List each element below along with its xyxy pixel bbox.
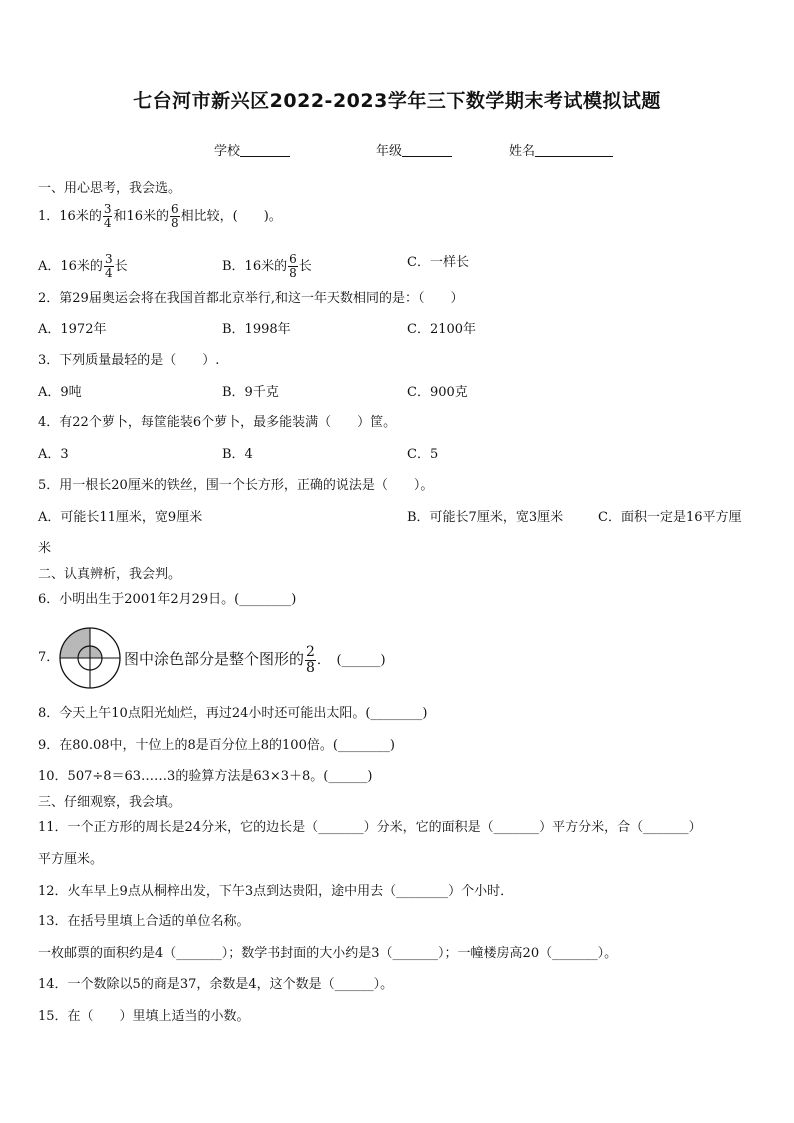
q1-prefix: 1．16米的 bbox=[38, 209, 102, 224]
q1-frac2-den: 8 bbox=[171, 216, 179, 230]
school-blank[interactable] bbox=[240, 142, 290, 157]
question-7 bbox=[124, 645, 386, 676]
q2-option-b[interactable]: B．1998年 bbox=[222, 322, 291, 337]
q7-suffix: ． (______) bbox=[316, 653, 386, 668]
question-3: 3．下列质量最轻的是（ ）. bbox=[38, 353, 220, 368]
name-label: 姓名 bbox=[509, 144, 536, 159]
q3-option-c[interactable]: C．900克 bbox=[407, 385, 468, 400]
q1-frac1-num: 3 bbox=[103, 202, 112, 216]
section-1-heading: 一、用心思考，我会选。 bbox=[38, 181, 182, 196]
question-12: 12．火车早上9点从桐梓出发，下午3点到达贵阳，途中用去（________）个小时． bbox=[38, 884, 514, 899]
q1-optb-suffix: 长 bbox=[298, 259, 312, 274]
q1-option-c[interactable]: C．一样长 bbox=[407, 255, 469, 270]
question-5: 5．用一根长20厘米的铁丝，围一个长方形，正确的说法是（ ）。 bbox=[38, 478, 434, 493]
q4-option-a[interactable]: A．3 bbox=[38, 447, 69, 462]
question-4: 4．有22个萝卜，每筐能装6个萝卜，最多能装满（ ）筐。 bbox=[38, 415, 397, 430]
q1-opta-fraction bbox=[104, 253, 114, 280]
q4-option-c[interactable]: C．5 bbox=[407, 447, 439, 462]
section-2-heading: 二、认真辨析，我会判。 bbox=[38, 567, 182, 582]
q1-fraction-1 bbox=[103, 203, 113, 230]
q1-opta-suffix: 长 bbox=[114, 259, 128, 274]
q5-option-a[interactable]: A．可能长11厘米，宽9厘米 bbox=[38, 510, 203, 525]
q1-option-b[interactable] bbox=[222, 253, 312, 280]
q7-frac-num: 2 bbox=[306, 644, 315, 660]
question-14: 14．一个数除以5的商是37，余数是4，这个数是（______）。 bbox=[38, 977, 394, 992]
school-label: 学校 bbox=[214, 144, 241, 159]
question-13-continued: 一枚邮票的面积约是4（_______）；数学书封面的大小约是3（_______）；一幢楼房高20（_______）。 bbox=[38, 946, 618, 961]
name-field bbox=[509, 140, 613, 159]
q1-optb-prefix: B．16米的 bbox=[222, 259, 288, 274]
q1-option-a[interactable] bbox=[38, 253, 128, 280]
q1-frac1-den: 4 bbox=[103, 216, 112, 230]
question-13: 13．在括号里填上合适的单位名称。 bbox=[38, 914, 250, 929]
q7-fraction bbox=[305, 645, 316, 676]
q1-fraction-2 bbox=[170, 203, 180, 230]
q3-option-b[interactable]: B．9千克 bbox=[222, 385, 279, 400]
name-blank[interactable] bbox=[535, 142, 613, 157]
q1-opta-den: 4 bbox=[104, 266, 113, 280]
q7-text: 图中涂色部分是整个图形的 bbox=[124, 650, 305, 668]
question-11: 11．一个正方形的周长是24分米，它的边长是（_______）分米，它的面积是（_______）平方分米，合（_______） bbox=[38, 820, 702, 835]
q1-opta-prefix: A．16米的 bbox=[38, 259, 103, 274]
q1-optb-fraction bbox=[288, 253, 298, 280]
grade-blank[interactable] bbox=[402, 142, 452, 157]
question-11-continued: 平方厘米。 bbox=[38, 852, 104, 867]
q1-suffix: 相比较，( )。 bbox=[180, 209, 282, 224]
question-7-number: 7． bbox=[38, 650, 60, 665]
page-title: 七台河市新兴区2022-2023学年三下数学期末考试模拟试题 bbox=[133, 90, 661, 112]
grade-label: 年级 bbox=[376, 144, 403, 159]
q3-option-a[interactable]: A．9吨 bbox=[38, 385, 82, 400]
shaded-circle-figure bbox=[59, 627, 121, 689]
question-15: 15．在（ ）里填上适当的小数。 bbox=[38, 1009, 250, 1024]
q1-opta-num: 3 bbox=[104, 252, 113, 266]
q4-option-b[interactable]: B．4 bbox=[222, 447, 253, 462]
q5-option-c-continued: 米 bbox=[38, 541, 52, 556]
question-2: 2．第29届奥运会将在我国首都北京举行,和这一年天数相同的是：（ ） bbox=[38, 291, 464, 306]
school-field bbox=[214, 140, 290, 159]
grade-field bbox=[376, 140, 452, 159]
q1-optb-den: 8 bbox=[289, 266, 297, 280]
q1-mid: 和16米的 bbox=[113, 209, 170, 224]
question-6: 6．小明出生于2001年2月29日。(________) bbox=[38, 592, 297, 607]
q5-option-b[interactable]: B．可能长7厘米，宽3厘米 bbox=[407, 510, 564, 525]
q7-frac-den: 8 bbox=[306, 660, 315, 676]
question-8: 8．今天上午10点阳光灿烂，再过24小时还可能出太阳。(________) bbox=[38, 706, 428, 721]
q5-option-c[interactable]: C．面积一定是16平方厘 bbox=[598, 510, 742, 525]
q2-option-c[interactable]: C．2100年 bbox=[407, 322, 477, 337]
q1-optb-num: 6 bbox=[289, 252, 297, 266]
q2-option-a[interactable]: A．1972年 bbox=[38, 322, 107, 337]
question-9: 9．在80.08中，十位上的8是百分位上8的100倍。(________) bbox=[38, 738, 395, 753]
question-1 bbox=[38, 203, 282, 230]
section-3-heading: 三、仔细观察，我会填。 bbox=[38, 795, 182, 810]
q1-frac2-num: 6 bbox=[171, 202, 179, 216]
question-10: 10．507÷8＝63……3的验算方法是63×3＋8。(______) bbox=[38, 769, 373, 784]
